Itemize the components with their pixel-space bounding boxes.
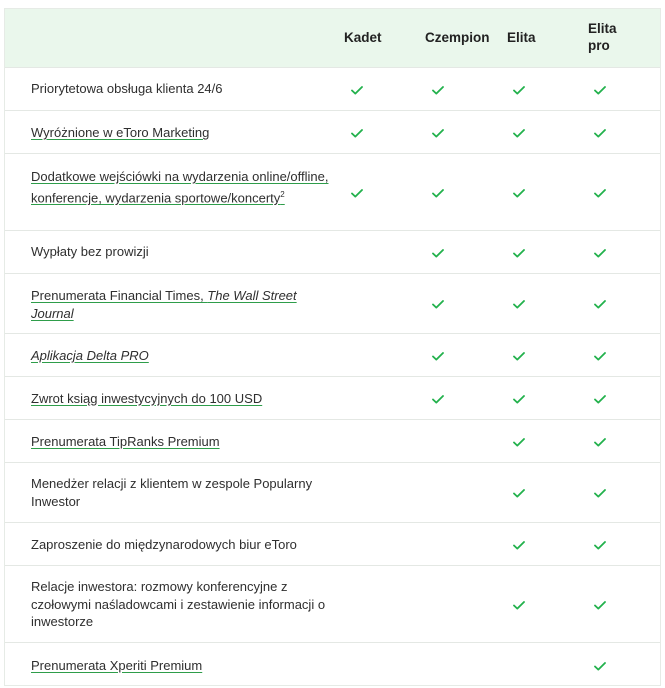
benefit-label[interactable]: Wyróżnione w eToro Marketing xyxy=(31,125,210,140)
table-row xyxy=(5,642,660,687)
benefit-label: Priorytetowa obsługa klienta 24/6 xyxy=(31,81,223,96)
check-icon xyxy=(594,662,606,671)
check-icon xyxy=(432,129,444,138)
table-row xyxy=(5,522,660,565)
check-icon xyxy=(432,189,444,198)
check-icon xyxy=(594,601,606,610)
table-row xyxy=(5,67,660,110)
check-icon xyxy=(513,601,525,610)
check-icon xyxy=(432,86,444,95)
table-row xyxy=(5,333,660,376)
column-elita: Elita xyxy=(507,30,536,45)
check-icon xyxy=(513,438,525,447)
table-header xyxy=(5,9,660,67)
check-icon xyxy=(513,300,525,309)
benefit-label: Zaproszenie do międzynarodowych biur eToro xyxy=(31,537,297,552)
column-czempion: Czempion xyxy=(425,30,490,45)
check-icon xyxy=(594,395,606,404)
benefit-label[interactable]: Prenumerata Xperiti Premium xyxy=(31,658,203,673)
check-icon xyxy=(594,129,606,138)
check-icon xyxy=(351,129,363,138)
table-row xyxy=(5,230,660,273)
table-row xyxy=(5,153,660,230)
check-icon xyxy=(432,300,444,309)
check-icon xyxy=(513,86,525,95)
check-icon xyxy=(594,438,606,447)
check-icon xyxy=(432,249,444,258)
check-icon xyxy=(513,489,525,498)
check-icon xyxy=(351,189,363,198)
column-elita-pro: Elita pro xyxy=(588,21,617,53)
table-row xyxy=(5,565,660,642)
table-row xyxy=(5,273,660,333)
benefits-table xyxy=(4,8,661,686)
table-row xyxy=(5,462,660,522)
check-icon xyxy=(513,129,525,138)
check-icon xyxy=(432,352,444,361)
check-icon xyxy=(513,395,525,404)
check-icon xyxy=(594,86,606,95)
table-row xyxy=(5,110,660,153)
table-row xyxy=(5,376,660,419)
check-icon xyxy=(351,86,363,95)
benefit-label: Menedżer relacji z klientem w zespole Popularny Inwestor xyxy=(31,476,313,509)
check-icon xyxy=(594,352,606,361)
benefit-label: Relacje inwestora: rozmowy konferencyjne z czołowymi naśladowcami i zestawienie informacji o inwestorze xyxy=(31,579,326,629)
check-icon xyxy=(513,541,525,550)
table-row xyxy=(5,419,660,462)
check-icon xyxy=(594,300,606,309)
check-icon xyxy=(513,249,525,258)
check-icon xyxy=(594,489,606,498)
column-kadet: Kadet xyxy=(344,30,382,45)
check-icon xyxy=(594,541,606,550)
check-icon xyxy=(513,189,525,198)
check-icon xyxy=(594,249,606,258)
benefit-label[interactable]: Aplikacja Delta PRO xyxy=(31,348,149,363)
benefit-label[interactable]: Prenumerata Financial Times, The Wall Street Journal xyxy=(31,288,297,321)
benefit-label: Wypłaty bez prowizji xyxy=(31,244,149,259)
check-icon xyxy=(432,395,444,404)
benefit-label[interactable]: Dodatkowe wejściówki na wydarzenia online/offline, konferencje, wydarzenia sportowe/koncerty$^2$ xyxy=(31,169,329,205)
benefit-label[interactable]: Zwrot ksiąg inwestycyjnych do 100 USD xyxy=(31,391,263,406)
check-icon xyxy=(513,352,525,361)
check-icon xyxy=(594,189,606,198)
benefit-label[interactable]: Prenumerata TipRanks Premium xyxy=(31,434,220,449)
